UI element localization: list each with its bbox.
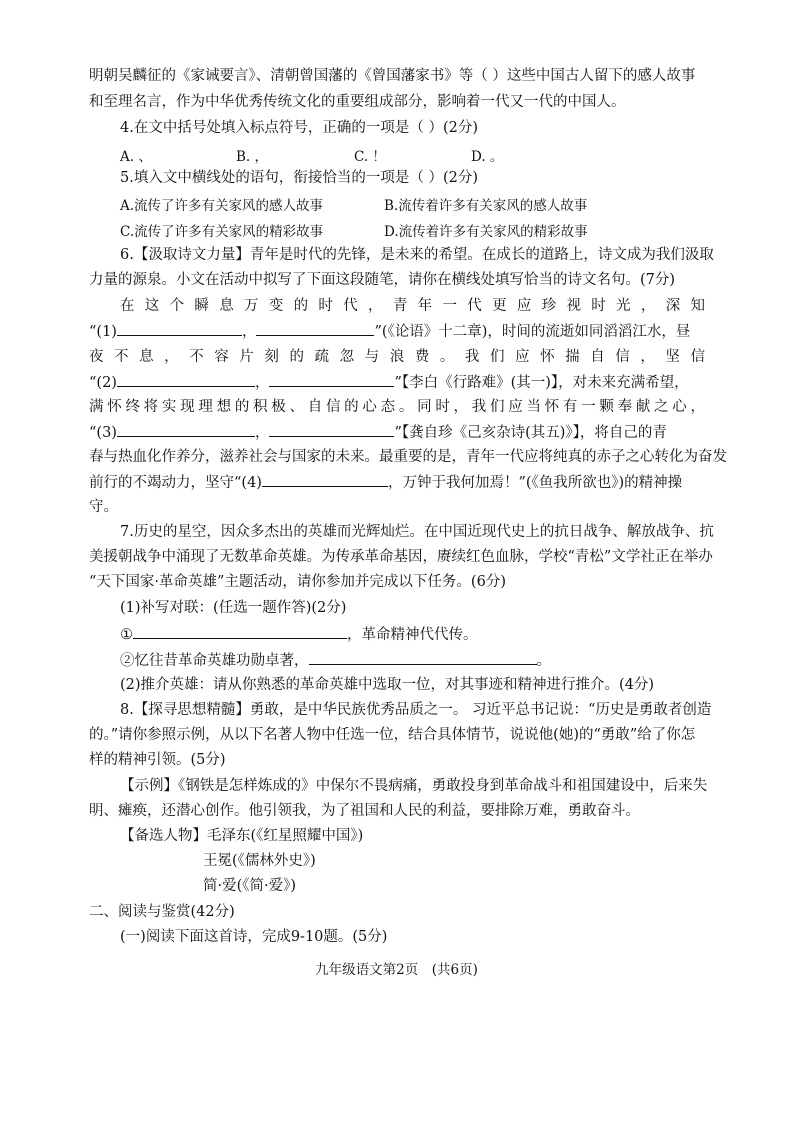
question-4: 4.在文中括号处填入标点符号，正确的一项是（ ）(2分) (120, 120, 478, 136)
text-line (89, 321, 705, 342)
blank-label: “(1) (89, 324, 117, 340)
question-5: 5.填入文中横线处的语句，衔接恰当的一项是（ ）(2分) (120, 170, 478, 186)
q4-option-d: D. 。 (471, 149, 504, 165)
couplet-2 (120, 650, 705, 671)
q4-option-b: B. ， (236, 149, 269, 165)
item-marker: ① (120, 627, 133, 643)
couplet-blank-1[interactable] (133, 624, 347, 639)
answer-blank-1b[interactable] (256, 321, 374, 336)
blank-label: “(2) (89, 375, 117, 391)
couplet-1 (120, 624, 705, 645)
text-line: 美援朝战争中涌现了无数革命英雄。为传承革命基因，赓续红色血脉，学校“青松”文学社正在举办 (89, 549, 713, 565)
text-fragment: 前行的不竭动力，坚守“(4) (89, 475, 262, 491)
text-fragment: ，万钟于我何加焉！”(《鱼我所欲也》)的精神操 (387, 475, 683, 491)
question-8: 8.【探寻思想精髓】勇敢，是中华民族优秀品质之一。 习近平总书记说：“历史是勇敢者创造 (120, 702, 712, 718)
text-line: 明朝吴麟征的《家诫要言》、清朝曾国藩的《曾国藩家书》等（ ）这些中国古人留下的感人故事 (89, 68, 696, 84)
answer-blank-2a[interactable] (117, 372, 255, 387)
text-line: 的。”请你参照示例，从以下名著人物中任选一位，结合具体情节，说说他(她)的“勇敢”给了你怎 (89, 727, 696, 743)
sub-question: (1)补写对联：(任选一题作答)(2分) (120, 600, 347, 616)
text-fragment: 。 (536, 653, 551, 669)
question-6-heading: 6.【汲取诗文力量】青年是时代的先锋，是未来的希望。在成长的道路上，诗文成为我们汲取 (120, 247, 714, 263)
comma: ， (241, 324, 257, 340)
text-line: 力量的源泉。小文在活动中拟写了下面这段随笔，请你在横线处填写恰当的诗文名句。(7分) (89, 272, 676, 288)
text-fragment: ，革命精神代代传。 (347, 627, 478, 643)
candidate-item: 王冕(《儒林外史》) (203, 853, 316, 869)
text-line: 和至理名言，作为中华优秀传统文化的重要组成部分，影响着一代又一代的中国人。 (89, 94, 626, 110)
answer-blank-3a[interactable] (117, 422, 255, 437)
subsection-heading: (一)阅读下面这首诗，完成9-10题。(5分) (120, 929, 388, 945)
example-text: 【示例】《钢铁是怎样炼成的》中保尔不畏病痛，勇敢投身到革命战斗和祖国建设中，后来失 (120, 778, 708, 794)
answer-blank-3b[interactable] (269, 422, 394, 437)
q4-option-c: C. ！ (354, 149, 386, 165)
q5-option-d: D.流传着许多有关家风的精彩故事 (384, 224, 588, 240)
candidate-item: 简·爱(《简·爱》) (203, 878, 297, 894)
candidate-list: 【备选人物】毛泽东(《红星照耀中国》) (120, 828, 364, 844)
text-fragment: ”【李白《行路难》(其一)】，对未来充满希望， (394, 375, 689, 391)
q5-option-c: C.流传了许多有关家风的精彩故事 (120, 224, 324, 240)
text-line (89, 422, 705, 443)
q4-option-a: A. 、 (120, 149, 152, 165)
q5-option-b: B.流传着许多有关家风的感人故事 (384, 198, 588, 214)
answer-blank-2b[interactable] (269, 372, 394, 387)
text-line: 夜不息，不容片刻的疏忽与浪费。我们应怀揣自信，坚信 (89, 349, 705, 365)
q5-option-a: A.流传了许多有关家风的感人故事 (120, 198, 324, 214)
text-line: 满怀终将实现理想的积极、自信的心态。同时，我们应当怀有一颗奉献之心， (89, 399, 705, 415)
couplet-blank-2[interactable] (309, 650, 537, 665)
answer-blank-4[interactable] (262, 472, 388, 487)
question-7: 7.历史的星空，因众多杰出的英雄而光辉灿烂。在中国近现代史上的抗日战争、解放战争、抗 (120, 524, 714, 540)
text-line: 守。 (89, 499, 118, 515)
comma: ， (254, 375, 270, 391)
answer-blank-1a[interactable] (117, 321, 242, 336)
text-fragment: ”【龚自珍《己亥杂诗(其五)》】，将自己的青 (394, 425, 667, 441)
text-line: “天下国家·革命英雄”主题活动，请你参加并完成以下任务。(6分) (89, 574, 506, 590)
comma: ， (254, 425, 270, 441)
sub-question: (2)推介英雄：请从你熟悉的革命英雄中选取一位，对其事迹和精神进行推介。(4分) (120, 677, 655, 693)
text-fragment: ”(《论语》十二章)，时间的流逝如同滔滔江水，昼 (374, 324, 691, 340)
text-line: 样的精神引领。(5分) (89, 752, 226, 768)
section-heading: 二、阅读与鉴赏(42分) (89, 904, 235, 920)
blank-label: “(3) (89, 425, 117, 441)
text-line: 明、瘫痪，还潜心创作。他引领我，为了祖国和人民的利益，要排除万难，勇敢奋斗。 (89, 803, 640, 819)
text-line (89, 472, 705, 493)
text-line: 春与热血化作养分，滋养社会与国家的未来。最重要的是，青年一代应将纯真的赤子之心转化为奋发 (89, 449, 727, 465)
text-line: 在这个瞬息万变的时代，青年一代更应珍视时光，深知 (120, 298, 705, 314)
text-line (89, 372, 705, 393)
page-footer: 九年级语文第2页 (共6页) (315, 962, 478, 978)
text-fragment: ②忆往昔革命英雄功勋卓著， (120, 653, 309, 669)
